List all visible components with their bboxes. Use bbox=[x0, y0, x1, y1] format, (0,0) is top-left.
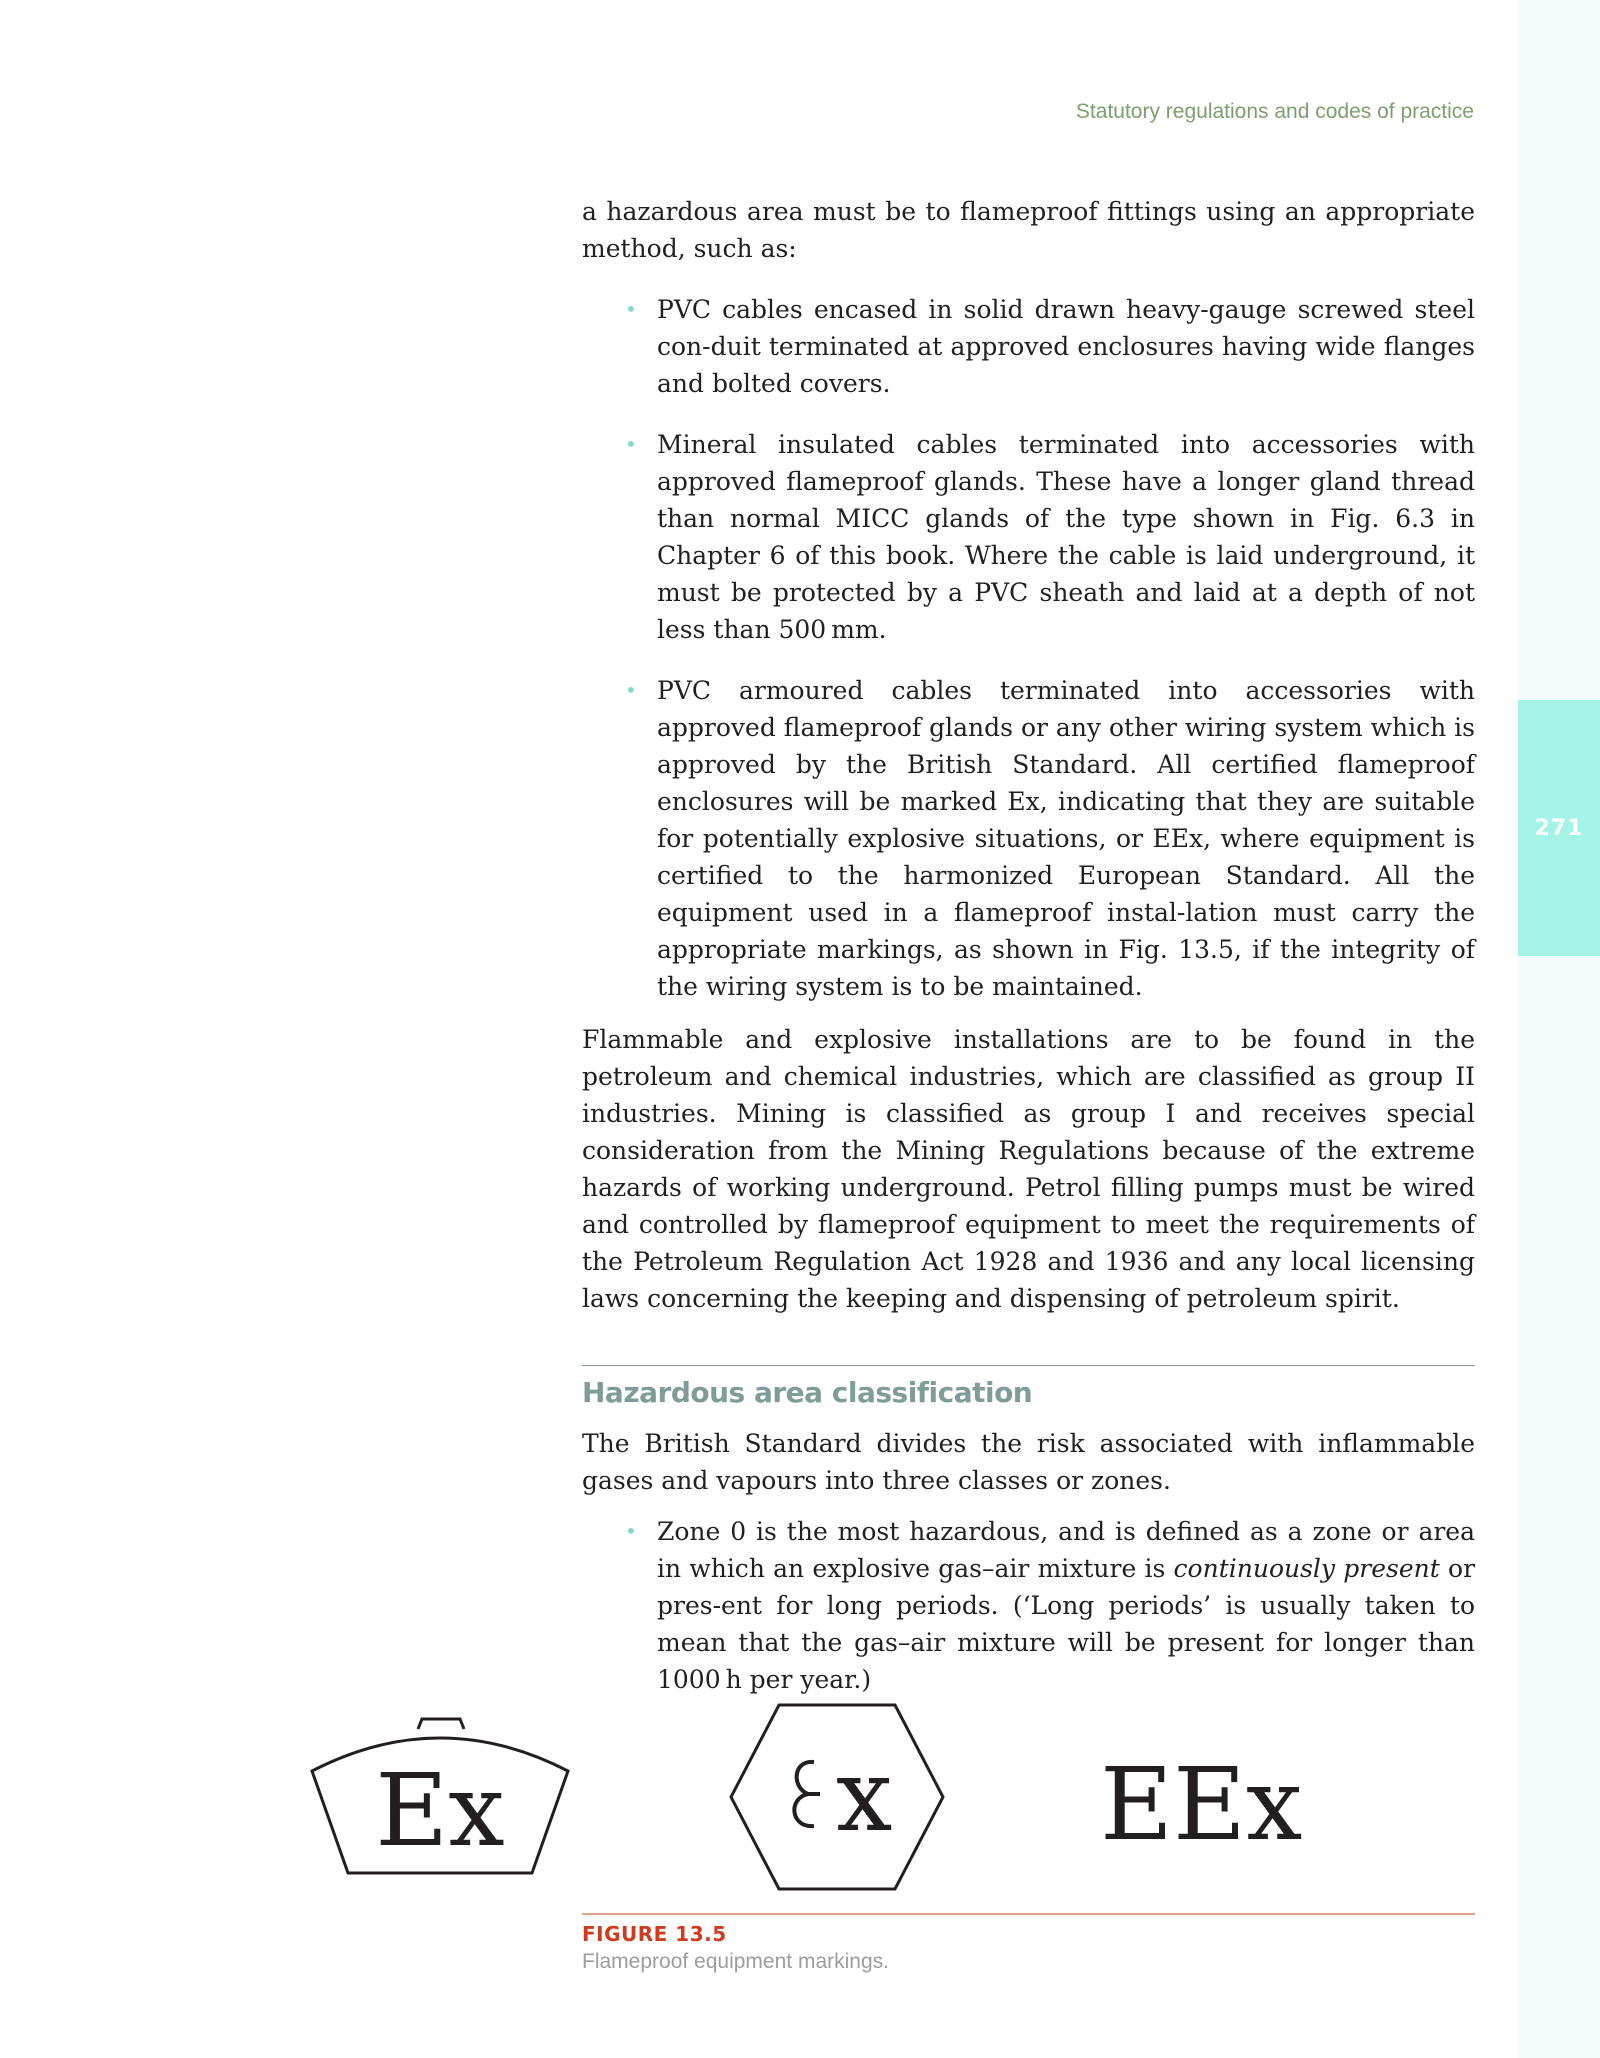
lead-paragraph: a hazardous area must be to flameproof fittings using an appropriate method, such as: bbox=[582, 197, 1475, 263]
ex-symbol-text: Ex bbox=[375, 1752, 505, 1869]
figure-rule bbox=[582, 1913, 1475, 1915]
eex-symbol-text: EEx bbox=[1100, 1746, 1303, 1855]
list-item-text: PVC armoured cables terminated into accessories with approved flameproof glands or any other wiring system which is approved by the British Standard. All certified flameproof enclosures will be marked Ex, indicating that they are suitable for potentially explosive situations, or EEx, where equipment is certified to the harmonized European Standard. All the equipment used in a flameproof instal-lation must carry the appropriate markings, as shown in Fig. 13.5, if the integrity of the wiring system is to be maintained. bbox=[657, 676, 1475, 1001]
margin-strip bbox=[1518, 0, 1600, 2058]
ex-hexagon-symbol bbox=[728, 1702, 946, 1892]
list-item bbox=[582, 672, 1475, 1005]
running-head: Statutory regulations and codes of practice bbox=[1075, 100, 1474, 123]
page-number: 271 bbox=[1534, 816, 1584, 841]
bullet-icon: • bbox=[625, 297, 637, 321]
list-item bbox=[582, 291, 1475, 402]
ex-flameproof-symbol bbox=[310, 1715, 570, 1880]
section-heading: Hazardous area classification bbox=[582, 1376, 1033, 1409]
zone-text-before: Zone 0 is the most hazardous, and is defined as a zone or area in which an explosive gas–air mixture is bbox=[657, 1517, 1475, 1583]
bullet-icon: • bbox=[625, 1519, 637, 1543]
hex-symbol-text: x bbox=[836, 1737, 893, 1854]
figure-caption: Flameproof equipment markings. bbox=[582, 1950, 889, 1973]
figure-label: FIGURE 13.5 bbox=[582, 1922, 727, 1946]
list-item bbox=[582, 426, 1475, 648]
body-paragraph: Flammable and explosive installations are to be found in the petroleum and chemical industries, which are classified as group II industries. Mining is classified as group I and receives special consideration from the Mining Regulations because of the extreme hazards of working underground. Petrol filling pumps must be wired and controlled by flameproof equipment to meet the requirements of the Petroleum Regulation Act 1928 and 1936 and any local licensing laws concerning the keeping and dispensing of petroleum spirit. bbox=[582, 1025, 1475, 1313]
list-item-text: Mineral insulated cables terminated into accessories with approved flameproof glands. These have a longer gland thread than normal MICC glands of the type shown in Fig. 6.3 in Chapter 6 of this book. Where the cable is laid underground, it must be protected by a PVC sheath and laid at a depth of not less than 500 mm. bbox=[657, 430, 1475, 644]
method-list bbox=[582, 291, 1475, 1005]
section-intro: The British Standard divides the risk associated with inflammable gases and vapours into three classes or zones. bbox=[582, 1429, 1475, 1495]
bullet-icon: • bbox=[625, 432, 637, 456]
zone-text-after: or pres-ent for long periods. (‘Long periods’ is usually taken to mean that the gas–air mixture will be present for longer than 1000 h per year.) bbox=[657, 1554, 1476, 1694]
bullet-icon: • bbox=[625, 678, 637, 702]
eex-symbol bbox=[1100, 1735, 1320, 1855]
section-divider bbox=[582, 1365, 1475, 1366]
zone-text-emphasis: continuously present bbox=[1173, 1554, 1440, 1583]
zone-list bbox=[582, 1513, 1475, 1698]
list-item bbox=[582, 1513, 1475, 1698]
list-item-text: PVC cables encased in solid drawn heavy-gauge screwed steel con-duit terminated at approved enclosures having wide flanges and bolted covers. bbox=[657, 295, 1475, 398]
body-text bbox=[582, 193, 1475, 1698]
